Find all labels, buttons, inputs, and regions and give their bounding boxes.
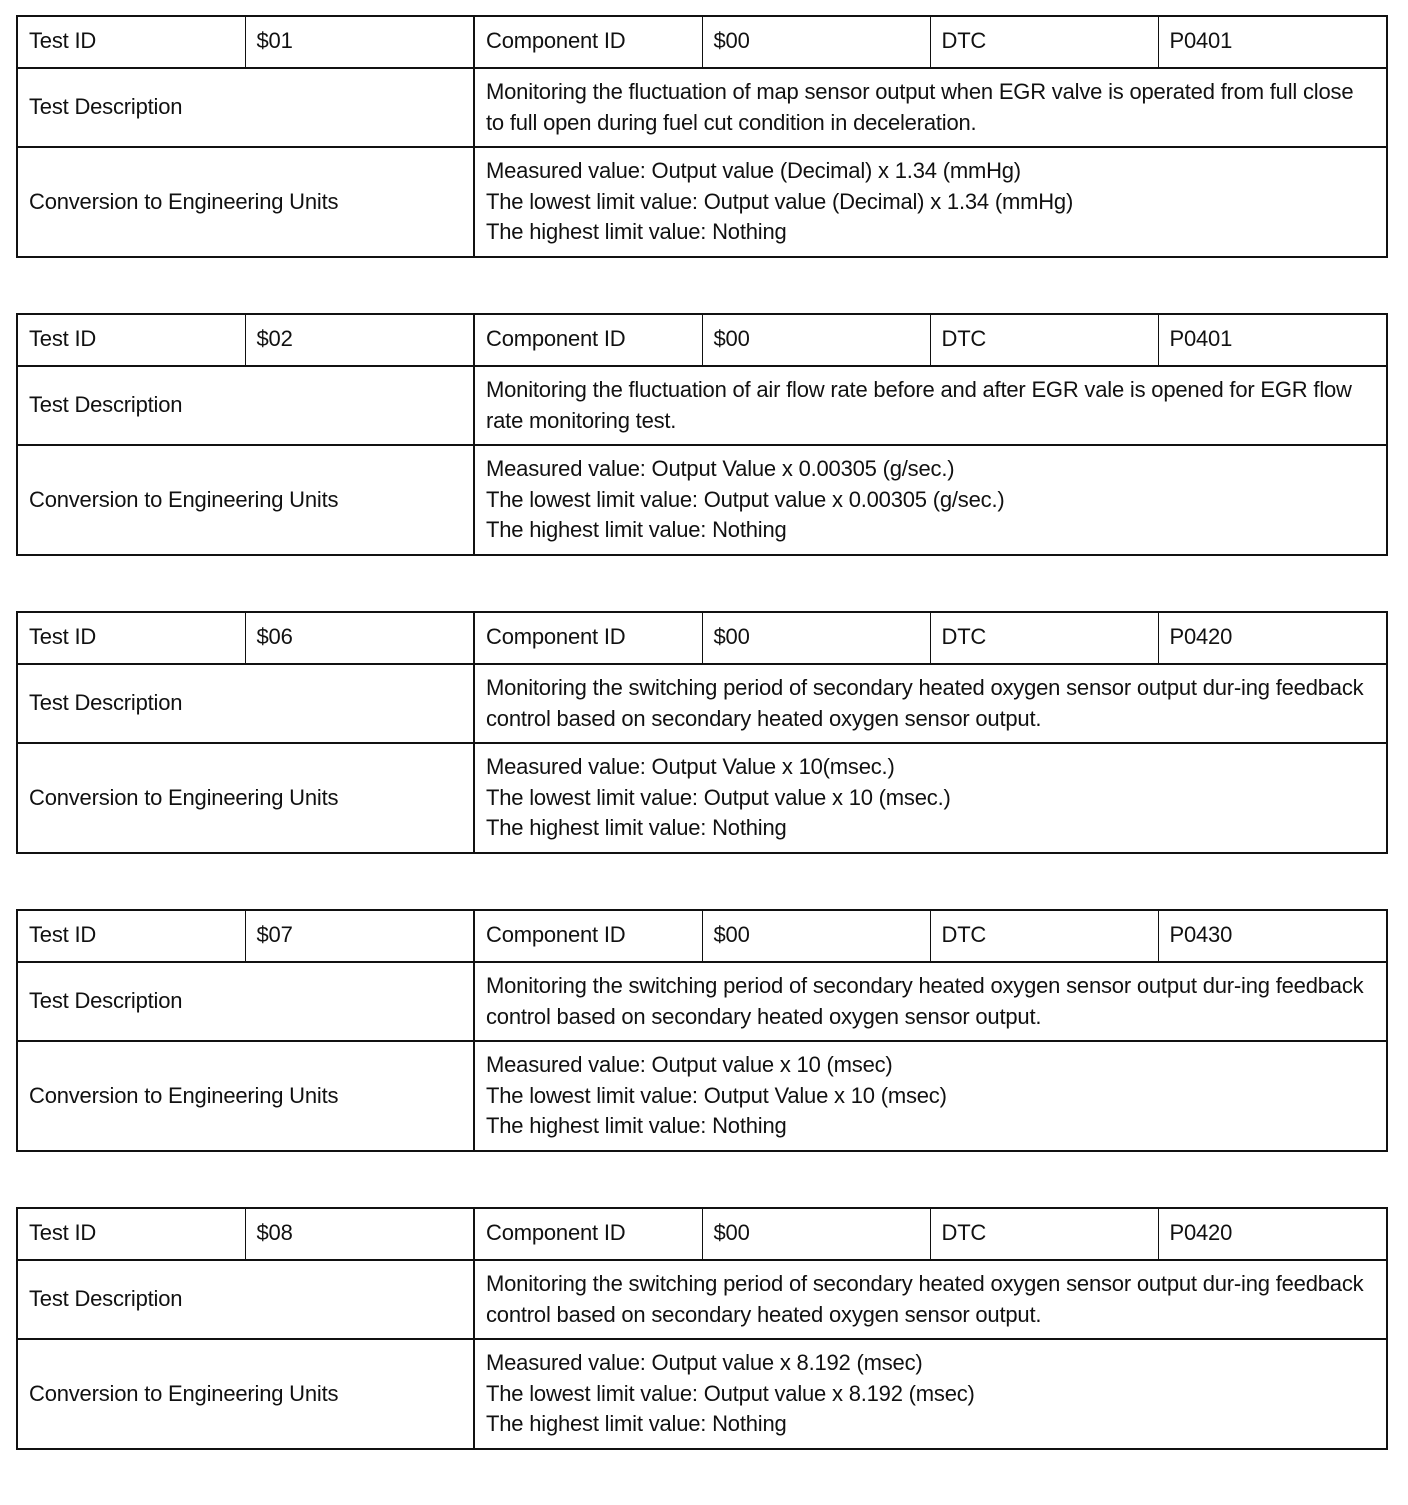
- component-id-value: $00: [702, 314, 930, 366]
- conversion-values: [474, 147, 1387, 257]
- description-row: [17, 664, 1387, 743]
- conversion-label: Conversion to Engineering Units: [17, 147, 474, 257]
- test-description-text: Monitoring the fluctuation of air flow rate before and after EGR vale is opened for EGR flow rate monitoring test.: [474, 366, 1387, 445]
- monitor-test-table: [16, 15, 1388, 258]
- test-id-value: $01: [245, 16, 474, 68]
- test-id-label: Test ID: [17, 314, 245, 366]
- component-id-label: Component ID: [474, 16, 702, 68]
- measured-value-formula: Measured value: Output value (Decimal) x 1.34 (mmHg): [486, 158, 1021, 184]
- test-description-text: Monitoring the fluctuation of map sensor output when EGR valve is operated from full close to full open during fuel cut condition in deceleration.: [474, 68, 1387, 147]
- header-row: [17, 910, 1387, 962]
- component-id-value: $00: [702, 910, 930, 962]
- conversion-label: Conversion to Engineering Units: [17, 1339, 474, 1449]
- measured-value-formula: Measured value: Output value x 8.192 (msec): [486, 1350, 923, 1376]
- test-description-text: Monitoring the switching period of secondary heated oxygen sensor output dur-ing feedback control based on secondary heated oxygen sensor output.: [474, 962, 1387, 1041]
- test-description-label: Test Description: [17, 366, 474, 445]
- dtc-value: P0420: [1158, 1208, 1387, 1260]
- highest-limit-formula: The highest limit value: Nothing: [486, 815, 787, 841]
- measured-value-formula: Measured value: Output Value x 0.00305 (g/sec.): [486, 456, 955, 482]
- test-id-value: $08: [245, 1208, 474, 1260]
- test-id-value: $02: [245, 314, 474, 366]
- monitor-test-table: [16, 313, 1388, 556]
- conversion-row: [17, 743, 1387, 853]
- dtc-value: P0401: [1158, 16, 1387, 68]
- conversion-values: [474, 1041, 1387, 1151]
- conversion-row: [17, 147, 1387, 257]
- dtc-value: P0401: [1158, 314, 1387, 366]
- conversion-row: [17, 445, 1387, 555]
- lowest-limit-formula: The lowest limit value: Output value x 10 (msec.): [486, 784, 951, 810]
- highest-limit-formula: The highest limit value: Nothing: [486, 517, 787, 543]
- dtc-label: DTC: [930, 910, 1158, 962]
- test-id-label: Test ID: [17, 16, 245, 68]
- monitor-test-document: [16, 15, 1386, 1505]
- test-description-text: Monitoring the switching period of secondary heated oxygen sensor output dur-ing feedback control based on secondary heated oxygen sensor output.: [474, 664, 1387, 743]
- dtc-value: P0430: [1158, 910, 1387, 962]
- description-row: [17, 962, 1387, 1041]
- header-row: [17, 16, 1387, 68]
- description-row: [17, 366, 1387, 445]
- highest-limit-formula: The highest limit value: Nothing: [486, 219, 787, 245]
- measured-value-formula: Measured value: Output Value x 10(msec.): [486, 754, 895, 780]
- component-id-label: Component ID: [474, 1208, 702, 1260]
- conversion-values: [474, 743, 1387, 853]
- test-description-label: Test Description: [17, 664, 474, 743]
- conversion-label: Conversion to Engineering Units: [17, 1041, 474, 1151]
- test-id-label: Test ID: [17, 612, 245, 664]
- test-id-label: Test ID: [17, 1208, 245, 1260]
- test-description-label: Test Description: [17, 962, 474, 1041]
- lowest-limit-formula: The lowest limit value: Output value x 0.00305 (g/sec.): [486, 486, 1005, 512]
- component-id-label: Component ID: [474, 612, 702, 664]
- conversion-row: [17, 1041, 1387, 1151]
- test-description-label: Test Description: [17, 68, 474, 147]
- dtc-label: DTC: [930, 612, 1158, 664]
- monitor-test-table: [16, 1207, 1388, 1450]
- dtc-label: DTC: [930, 314, 1158, 366]
- monitor-test-table: [16, 909, 1388, 1152]
- test-id-value: $07: [245, 910, 474, 962]
- dtc-label: DTC: [930, 1208, 1158, 1260]
- header-row: [17, 1208, 1387, 1260]
- highest-limit-formula: The highest limit value: Nothing: [486, 1113, 787, 1139]
- description-row: [17, 68, 1387, 147]
- test-id-label: Test ID: [17, 910, 245, 962]
- component-id-label: Component ID: [474, 910, 702, 962]
- test-id-value: $06: [245, 612, 474, 664]
- component-id-label: Component ID: [474, 314, 702, 366]
- test-description-label: Test Description: [17, 1260, 474, 1339]
- conversion-row: [17, 1339, 1387, 1449]
- component-id-value: $00: [702, 16, 930, 68]
- conversion-values: [474, 1339, 1387, 1449]
- conversion-label: Conversion to Engineering Units: [17, 743, 474, 853]
- dtc-label: DTC: [930, 16, 1158, 68]
- header-row: [17, 314, 1387, 366]
- lowest-limit-formula: The lowest limit value: Output value x 8.192 (msec): [486, 1380, 975, 1406]
- description-row: [17, 1260, 1387, 1339]
- conversion-label: Conversion to Engineering Units: [17, 445, 474, 555]
- header-row: [17, 612, 1387, 664]
- conversion-values: [474, 445, 1387, 555]
- lowest-limit-formula: The lowest limit value: Output Value x 10 (msec): [486, 1082, 947, 1108]
- highest-limit-formula: The highest limit value: Nothing: [486, 1411, 787, 1437]
- test-description-text: Monitoring the switching period of secondary heated oxygen sensor output dur-ing feedback control based on secondary heated oxygen sensor output.: [474, 1260, 1387, 1339]
- monitor-test-table: [16, 611, 1388, 854]
- component-id-value: $00: [702, 1208, 930, 1260]
- lowest-limit-formula: The lowest limit value: Output value (Decimal) x 1.34 (mmHg): [486, 188, 1074, 214]
- dtc-value: P0420: [1158, 612, 1387, 664]
- measured-value-formula: Measured value: Output value x 10 (msec): [486, 1052, 893, 1078]
- component-id-value: $00: [702, 612, 930, 664]
